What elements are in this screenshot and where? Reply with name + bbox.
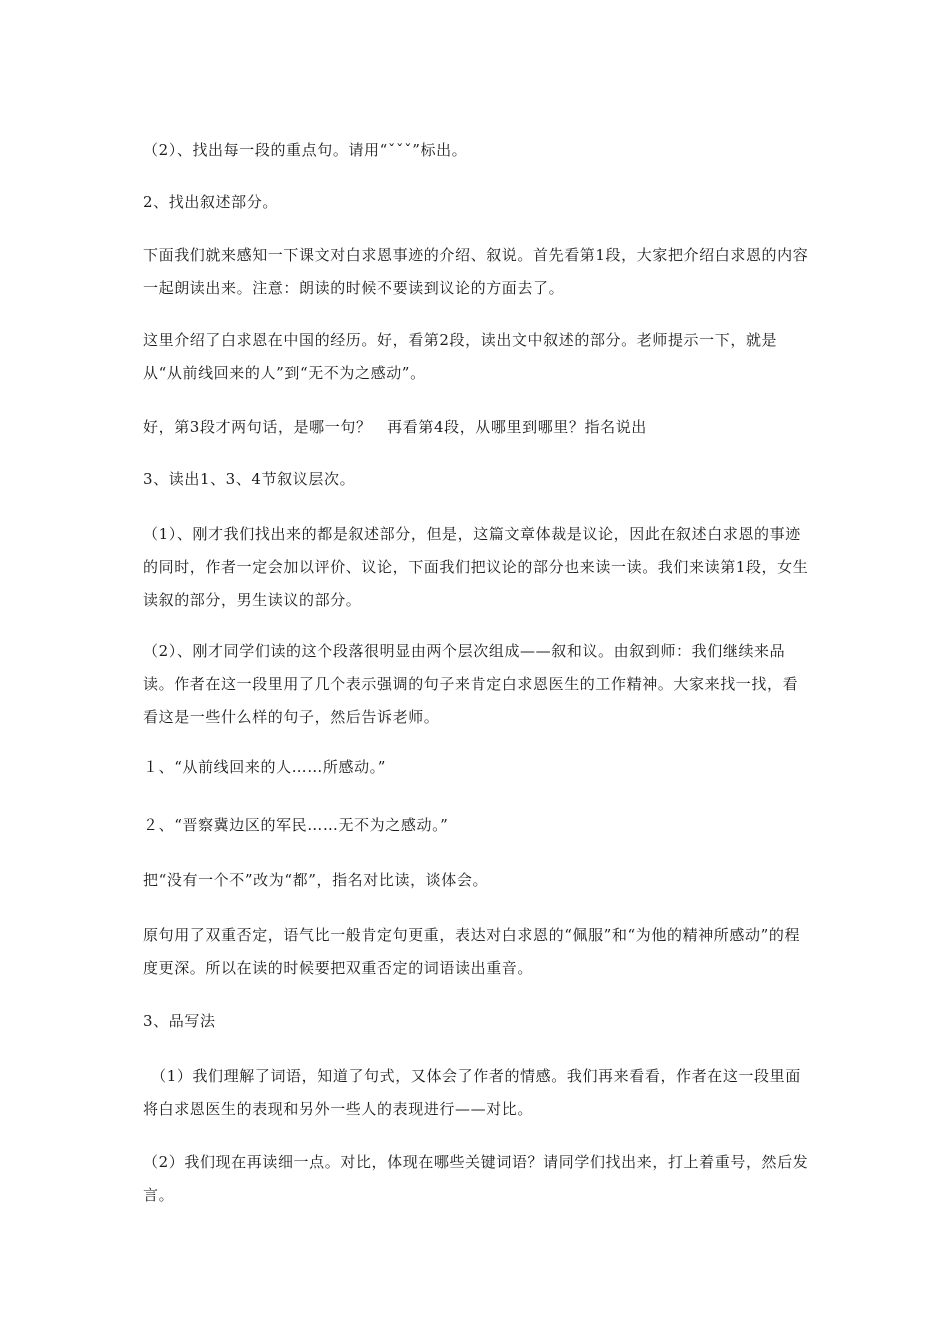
- list-item-sentence-1: １、“从前线回来的人……所感动。”: [143, 758, 387, 776]
- paragraph-narrative-and-argument: （1）、刚才我们找出来的都是叙述部分，但是，这篇文章体裁是议论，因此在叙述白求恩的事迹的同时，作者一定会加以评价、议论，下面我们把议论的部分也来读一读。我们来读第1段，女生读叙的部分，男生读议的部分。: [143, 525, 809, 609]
- paragraph-intro-narrative: 下面我们就来感知一下课文对白求恩事迹的介绍、叙说。首先看第1段，大家把介绍白求恩的内容一起朗读出来。注意：朗读的时候不要读到议论的方面去了。: [143, 246, 809, 297]
- list-item-sentence-2: ２、“晋察冀边区的军民……无不为之感动。”: [143, 816, 449, 834]
- paragraph-compare-reading: 把“没有一个不”改为“都”，指名对比读，谈体会。: [143, 871, 489, 889]
- paragraph-find-key-sentences: （2）、找出每一段的重点句。请用“ˇˇˇ”标出。: [143, 141, 468, 159]
- paragraph-two-layers: （2）、刚才同学们读的这个段落很明显由两个层次组成——叙和议。由叙到师：我们继续来品读。作者在这一段里用了几个表示强调的句子来肯定白求恩医生的工作精神。大家来找一找，看看这是一些什么样的句子，然后告诉老师。: [143, 642, 799, 726]
- paragraph-key-words: （2）我们现在再读细一点。对比，体现在哪些关键词语？请同学们找出来，打上着重号，然后发言。: [143, 1153, 809, 1204]
- heading-read-layers: 3、读出1、3、4节叙议层次。: [143, 470, 356, 488]
- heading-find-narrative: 2、找出叙述部分。: [143, 193, 278, 211]
- paragraph-third-fourth-section: 好，第3段才两句话，是哪一句？ 再看第4段，从哪里到哪里？指名说出: [143, 418, 647, 436]
- heading-writing-method: 3、品写法: [143, 1012, 216, 1030]
- paragraph-contrast: （1）我们理解了词语，知道了句式，又体会了作者的情感。我们再来看看，作者在这一段里面将白求恩医生的表现和另外一些人的表现进行——对比。: [143, 1067, 801, 1118]
- paragraph-second-section: 这里介绍了白求恩在中国的经历。好，看第2段，读出文中叙述的部分。老师提示一下，就是从“从前线回来的人”到“无不为之感动”。: [143, 331, 778, 382]
- paragraph-double-negation: 原句用了双重否定，语气比一般肯定句更重，表达对白求恩的“佩服”和“为他的精神所感动”的程度更深。所以在读的时候要把双重否定的词语读出重音。: [143, 926, 801, 977]
